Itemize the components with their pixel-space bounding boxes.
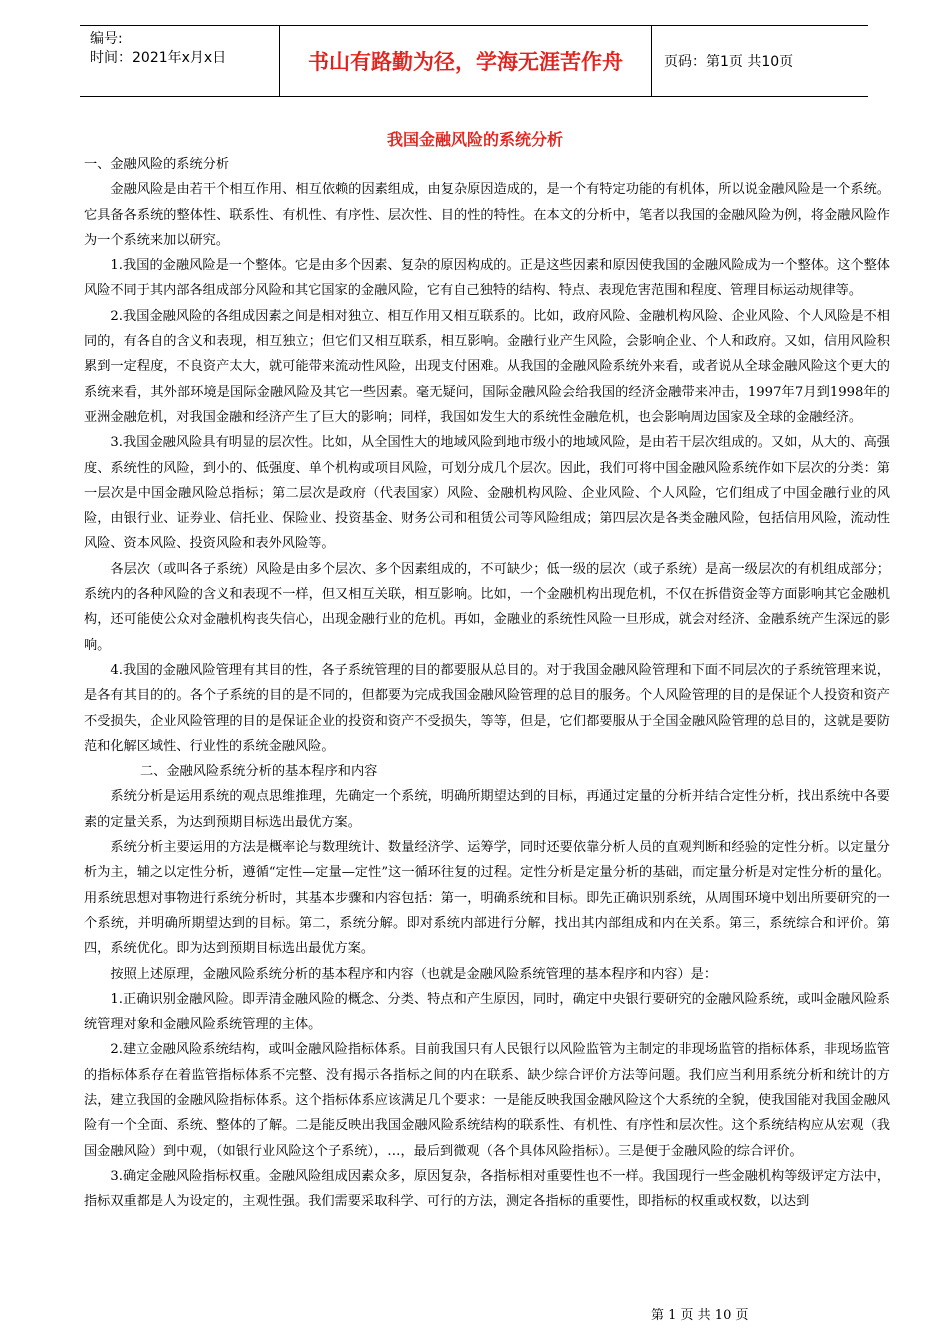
paragraph: 2.建立金融风险系统结构，或叫金融风险指标体系。目前我国只有人民银行以风险监管为主制定的非现场监管的指标体系，非现场监管的指标体系存在着监管指标体系不完整、没有揭示各指标之间的内在联系、缺少综合评价方法等问题。我们应当利用系统分析和统计的方法，建立我国的金融风险指标体系。这个指标体系应该满足几个要求：一是能反映我国金融风险这个大系统的全貌，使我国能对我国金融风险有一个全面、系统、整体的了解。二是能反映出我国金融风险系统结构的联系性、有机性、有序性和层次性。这个系统结构应从宏观（我国金融风险）到中观，（如银行业风险这个子系统），…，最后到微观（各个具体风险指标）。三是便于金融风险的综合评价。	[84, 1042, 890, 1159]
section-heading-2: 二、金融风险系统分析的基本程序和内容	[140, 764, 378, 780]
paragraph: 1.正确识别金融风险。即弄清金融风险的概念、分类、特点和产生原因，同时，确定中央银行要研究的金融风险系统，或叫金融风险系统管理对象和金融风险系统管理的主体。	[84, 991, 890, 1033]
page-footer: 第 1 页 共 10 页	[651, 1308, 749, 1323]
paragraph: 3.我国金融风险具有明显的层次性。比如，从全国性大的地域风险到地市级小的地域风险，是由若干层次组成的。又如，从大的、高强度、系统性的风险，到小的、低强度、单个机构或项目风险，可划分成几个层次。因此，我们可将中国金融风险系统作如下层次的分类：第一层次是中国金融风险总指标；第二层次是政府（代表国家）风险、金融机构风险、企业风险、个人风险，它们组成了中国金融行业的风险，由银行业、证券业、信托业、保险业、投资基金、财务公司和租赁公司等风险组成；第四层次是各类金融风险，包括信用风险，流动性风险、资本风险、投资风险和表外风险等。	[84, 435, 890, 552]
header-page-code: 页码：第1页 共10页	[664, 54, 794, 70]
document-body	[84, 152, 890, 1214]
paragraph: 4.我国的金融风险管理有其目的性，各子系统管理的目的都要服从总目的。对于我国金融风险管理和下面不同层次的子系统管理来说，是各有其目的的。各个子系统的目的是不同的，但都要为完成我国金融风险管理的总目的服务。个人风险管理的目的是保证个人投资和资产不受损失，企业风险管理的目的是保证企业的投资和资产不受损失，等等，但是，它们都要服从于全国金融风险管理的总目的，这就是要防范和化解区域性、行业性的系统金融风险。	[84, 662, 890, 754]
number-label: 编号:	[90, 31, 123, 47]
paragraph: 1.我国的金融风险是一个整体。它是由多个因素、复杂的原因构成的。正是这些因素和原因使我国的金融风险成为一个整体。这个整体风险不同于其内部各组成部分风险和其它国家的金融风险，它有自己独特的结构、特点、表现危害范围和程度、管理目标运动规律等。	[84, 258, 890, 299]
paragraph: 金融风险是由若干个相互作用、相互依赖的因素组成，由复杂原因造成的，是一个有特定功能的有机体，所以说金融风险是一个系统。它具备各系统的整体性、联系性、有机性、有序性、层次性、目的性的特性。在本文的分析中，笔者以我国的金融风险为例，将金融风险作为一个系统来加以研究。	[84, 182, 890, 248]
header-meta	[80, 26, 280, 96]
section-heading-1: 一、金融风险的系统分析	[84, 157, 230, 172]
paragraph: 2.我国金融风险的各组成因素之间是相对独立、相互作用又相互联系的。比如，政府风险、金融机构风险、企业风险、个人风险是不相同的，有各自的含义和表现，相互独立；但它们又相互联系，相互影响。金融行业产生风险，会影响企业、个人和政府。又如，信用风险积累到一定程度，不良资产太大，就可能带来流动性风险，出现支付困难。从我国的金融风险系统外来看，或者说从全球金融风险这个更大的系统来看，其外部环境是国际金融风险及其它一些因素。毫无疑问，国际金融风险会给我国的经济金融带来冲击，1997年7月到1998年的亚洲金融危机，对我国金融和经济产生了巨大的影响；同样，我国如发生大的系统性金融危机，也会影响周边国家及全球的金融经济。	[84, 308, 890, 425]
time-label: 时间：2021年x月x日	[90, 50, 227, 66]
page-header	[80, 25, 868, 97]
header-motto: 书山有路勤为径，学海无涯苦作舟	[280, 26, 652, 96]
document-title: 我国金融风险的系统分析	[386, 130, 563, 149]
paragraph: 系统分析主要运用的方法是概率论与数理统计、数量经济学、运筹学，同时还要依靠分析人员的直观判断和经验的定性分析。以定量分析为主，辅之以定性分析，遵循“定性—定量—定性”这一循环往复的过程。定性分析是定量分析的基础，而定量分析是对定性分析的量化。用系统思想对事物进行系统分析时，其基本步骤和内容包括：第一，明确系统和目标。即先正确识别系统，从周围环境中划出所要研究的一个系统，并明确所期望达到的目标。第二，系统分解。即对系统内部进行分解，找出其内部组成和内在关系。第三，系统综合和评价。第四，系统优化。即为达到预期目标选出最优方案。	[84, 840, 890, 957]
paragraph: 各层次（或叫各子系统）风险是由多个层次、多个因素组成的，不可缺少；低一级的层次（或子系统）是高一级层次的有机组成部分；系统内的各种风险的含义和表现不一样，但又相互关联，相互影响。比如，一个金融机构出现危机，不仅在拆借资金等方面影响其它金融机构，还可能使公众对金融机构丧失信心，出现金融行业的危机。再如，金融业的系统性风险一旦形成，就会对经济、金融系统产生深远的影响。	[84, 561, 890, 653]
paragraph: 按照上述原理，金融风险系统分析的基本程序和内容（也就是金融风险系统管理的基本程序和内容）是：	[110, 966, 718, 982]
paragraph: 系统分析是运用系统的观点思维推理，先确定一个系统，明确所期望达到的目标，再通过定量的分析并结合定性分析，找出系统中各要素的定量关系，为达到预期目标选出最优方案。	[84, 789, 890, 830]
paragraph: 3.确定金融风险指标权重。金融风险组成因素众多，原因复杂，各指标相对重要性也不一样。我国现行一些金融机构等级评定方法中，指标双重都是人为设定的，主观性强。我们需要采取科学、可行的方法，测定各指标的重要性，即指标的权重或权数，以达到	[84, 1168, 890, 1210]
